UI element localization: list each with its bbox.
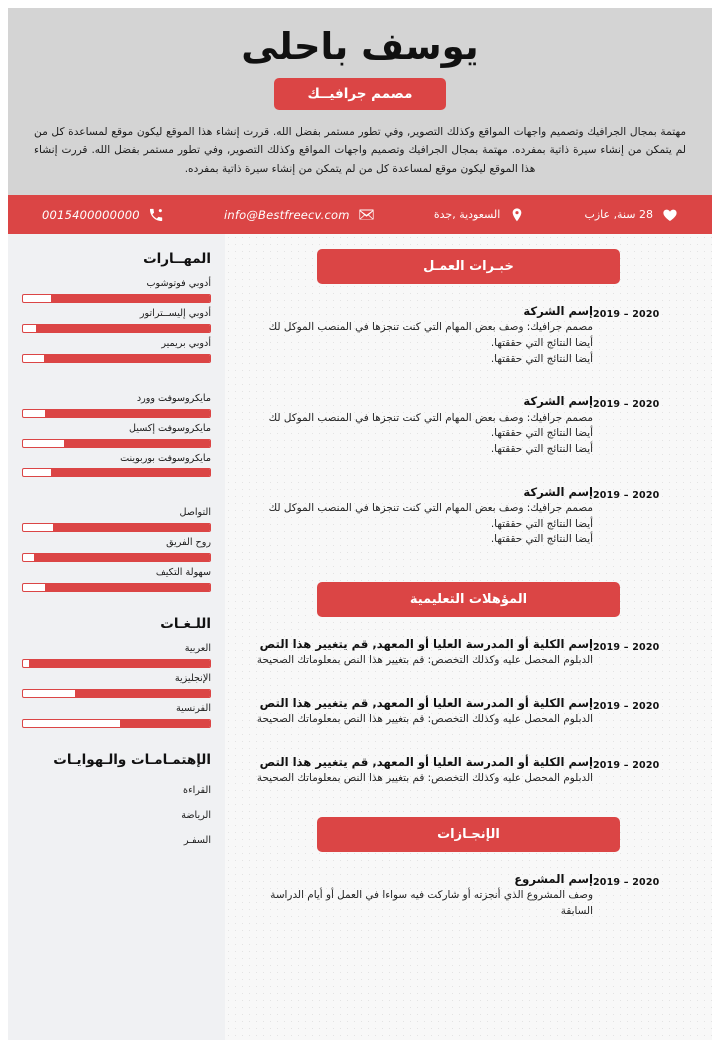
language-bar-fill	[120, 720, 210, 727]
skill-bar-fill	[34, 554, 210, 561]
skill-label: أدوبي إليســتراتور	[139, 307, 211, 319]
education-list	[225, 636, 712, 787]
skill-group	[22, 506, 211, 592]
skill-bar-fill	[44, 355, 210, 362]
skill-bar-fill	[51, 469, 210, 476]
hobby-item: السفـر	[183, 834, 211, 846]
language-row	[22, 702, 211, 728]
section-header-education: المؤهلات التعليمية	[317, 582, 620, 617]
sidebar-title-languages: اللـغـات	[160, 616, 211, 633]
education-entry-date: 2019 – 2020	[593, 759, 660, 771]
skill-row	[22, 506, 211, 532]
education-entry-date: 2019 – 2020	[593, 700, 660, 712]
profile-summary: مهتمة بمجال الجرافيك وتصميم واجهات المواقع وكذلك التصوير, وفي تطور مستمر بفضل الله. قررت إنشاء هذا الموقع ليكون موقع لمساعدة كل من لم يتمكن من إنشاء سيرة ذاتية بمفرده. مهتمة بمجال الجرافيك وتصميم واجهات المواقع وكذلك التصوير, وفي تطور مستمر بفضل الله. قررت إنشاء هذا الموقع ليكون موقع لمساعدة كل من لم يتمكن من إنشاء سيرة ذاتية بمفرده.	[34, 125, 686, 176]
skill-bar-fill	[45, 410, 210, 417]
experience-result: أيضا النتائج التي حققتها.	[490, 442, 593, 455]
skill-label: سهولة التكيف	[155, 567, 211, 579]
skill-bar-fill	[64, 440, 210, 447]
education-detail: الدبلوم المحصل عليه وكذلك التخصص: قم بتغيير هذا النص بمعلوماتك الصحيحة	[256, 654, 593, 667]
language-row	[22, 642, 211, 668]
language-bar-fill	[29, 660, 210, 667]
contact-phone-value: 0015400000000	[42, 207, 140, 222]
language-bar	[22, 689, 211, 698]
skill-bar	[22, 468, 211, 477]
education-school: إسم الكلية أو المدرسة العليا أو المعهد, قم يتغيير هذا التص	[259, 695, 593, 710]
skill-bar	[22, 324, 211, 333]
job-title-badge: مصمم جرافيــك	[274, 78, 447, 110]
experience-result: أيضا النتائج التي حققتها.	[490, 352, 593, 365]
experience-entry-body	[252, 484, 593, 548]
experience-company: إسم الشركة	[523, 304, 593, 319]
skill-bar-fill	[45, 584, 210, 591]
language-bar	[22, 719, 211, 728]
contact-phone[interactable]	[42, 206, 165, 223]
education-detail: الدبلوم المحصل عليه وكذلك التخصص: قم بتغيير هذا النص بمعلوماتك الصحيحة	[256, 772, 593, 785]
skill-label: أدوبي فوتوشوب	[146, 278, 211, 290]
experience-role: مصمم جرافيك: وصف بعض المهام التي كنت تنجزها في المنصب الموكل لك	[268, 411, 593, 424]
contact-status-value: 28 سنة, عازب	[584, 208, 653, 222]
experience-entry-date: 2019 – 2020	[593, 309, 660, 321]
section-header-achievements: الإنجـازات	[317, 817, 620, 852]
section-header-experience: خبـرات العمـل	[317, 249, 620, 284]
experience-entry-body	[252, 393, 593, 457]
hobby-item: الرياضة	[181, 809, 211, 821]
experience-entry	[252, 484, 685, 548]
experience-company: إسم الشركة	[523, 394, 593, 409]
education-entry	[252, 695, 685, 728]
hobby-item: القراءة	[183, 784, 211, 796]
language-label: الفرنسية	[175, 702, 211, 714]
skill-row	[22, 452, 211, 478]
education-entry-body	[252, 695, 593, 728]
skill-bar	[22, 439, 211, 448]
achievement-entry-date: 2019 – 2020	[593, 876, 660, 888]
skill-label: مايكروسوفت وورد	[136, 392, 211, 404]
language-row	[22, 672, 211, 698]
experience-company: إسم الشركة	[523, 484, 593, 499]
sidebar-section-skills	[22, 251, 211, 592]
contact-bar	[8, 195, 712, 234]
experience-entry-date: 2019 – 2020	[593, 399, 660, 411]
cv-body	[8, 234, 712, 1040]
job-title-badge-wrap	[34, 78, 686, 110]
skill-label: مايكروسوفت إكسيل	[129, 422, 211, 434]
skill-row	[22, 566, 211, 592]
education-entry-body	[252, 636, 593, 669]
skill-row	[22, 422, 211, 448]
experience-role: مصمم جرافيك: وصف بعض المهام التي كنت تنجزها في المنصب الموكل لك	[268, 501, 593, 514]
skill-bar	[22, 553, 211, 562]
experience-entry	[252, 303, 685, 367]
experience-result: أيضا النتائج التي حققتها.	[490, 427, 593, 440]
sidebar-title-skills: المهــارات	[143, 251, 211, 268]
sidebar-title-hobbies: الإهتمـامـات والـهوايـات	[53, 751, 211, 768]
contact-location-value: السعودية ,جدة	[433, 208, 501, 222]
education-entry-date: 2019 – 2020	[593, 641, 660, 653]
main-column	[225, 234, 712, 1040]
contact-email[interactable]	[224, 206, 375, 223]
achievements-list	[225, 871, 712, 920]
language-group	[22, 642, 211, 728]
sidebar-section-hobbies	[22, 752, 211, 853]
skill-bar-fill	[36, 325, 210, 332]
education-entry	[252, 754, 685, 787]
phone-icon	[148, 206, 165, 223]
envelope-icon	[358, 206, 375, 223]
heart-icon	[661, 206, 678, 223]
experience-role: مصمم جرافيك: وصف بعض المهام التي كنت تنجزها في المنصب الموكل لك	[268, 321, 593, 334]
experience-entry	[252, 393, 685, 457]
education-entry	[252, 636, 685, 669]
skill-bar	[22, 294, 211, 303]
achievement-project: إسم المشروع	[514, 871, 593, 886]
skill-group	[22, 277, 211, 363]
contact-status	[584, 206, 678, 223]
skill-row	[22, 277, 211, 303]
skill-bar	[22, 583, 211, 592]
skill-bar	[22, 409, 211, 418]
experience-entry-body	[252, 303, 593, 367]
skill-label: أدوبي بريمير	[161, 337, 211, 349]
achievement-entry	[252, 871, 685, 920]
education-school: إسم الكلية أو المدرسة العليا أو المعهد, قم يتغيير هذا التص	[259, 754, 593, 769]
language-label: العربية	[184, 643, 211, 655]
language-bar	[22, 659, 211, 668]
education-school: إسم الكلية أو المدرسة العليا أو المعهد, قم يتغيير هذا التص	[259, 636, 593, 651]
skill-label: مايكروسوفت بوربوينت	[120, 452, 211, 464]
experience-entry-date: 2019 – 2020	[593, 489, 660, 501]
language-bar-fill	[75, 690, 210, 697]
skill-bar-fill	[51, 295, 210, 302]
skill-label: روح الفريق	[166, 537, 211, 549]
contact-email-value: info@Bestfreecv.com	[223, 207, 350, 222]
map-pin-icon	[508, 206, 525, 223]
experience-list	[225, 303, 712, 548]
skill-bar-fill	[53, 524, 210, 531]
education-detail: الدبلوم المحصل عليه وكذلك التخصص: قم بتغيير هذا النص بمعلوماتك الصحيحة	[256, 713, 593, 726]
education-entry-body	[252, 754, 593, 787]
skill-row	[22, 392, 211, 418]
sidebar-section-languages	[22, 616, 211, 728]
experience-result: أيضا النتائج التي حققتها.	[490, 337, 593, 350]
skill-bar	[22, 523, 211, 532]
cv-header	[8, 8, 712, 195]
contact-location	[434, 206, 525, 223]
achievement-entry-body	[252, 871, 593, 920]
sidebar-column	[8, 234, 225, 1040]
skill-row	[22, 337, 211, 363]
achievement-detail: وصف المشروع الذي أنجزته أو شاركت فيه سواءا في العمل أو أيام الدراسة السابقة	[270, 889, 593, 917]
page-title: يوسف باحلى	[241, 25, 479, 68]
experience-result: أيضا النتائج التي حققتها.	[490, 517, 593, 530]
skill-row	[22, 307, 211, 333]
skill-group	[22, 392, 211, 478]
skill-row	[22, 536, 211, 562]
skill-label: التواصل	[179, 507, 211, 519]
skill-bar	[22, 354, 211, 363]
experience-result: أيضا النتائج التي حققتها.	[490, 533, 593, 546]
language-label: الإنجليزية	[174, 672, 211, 684]
